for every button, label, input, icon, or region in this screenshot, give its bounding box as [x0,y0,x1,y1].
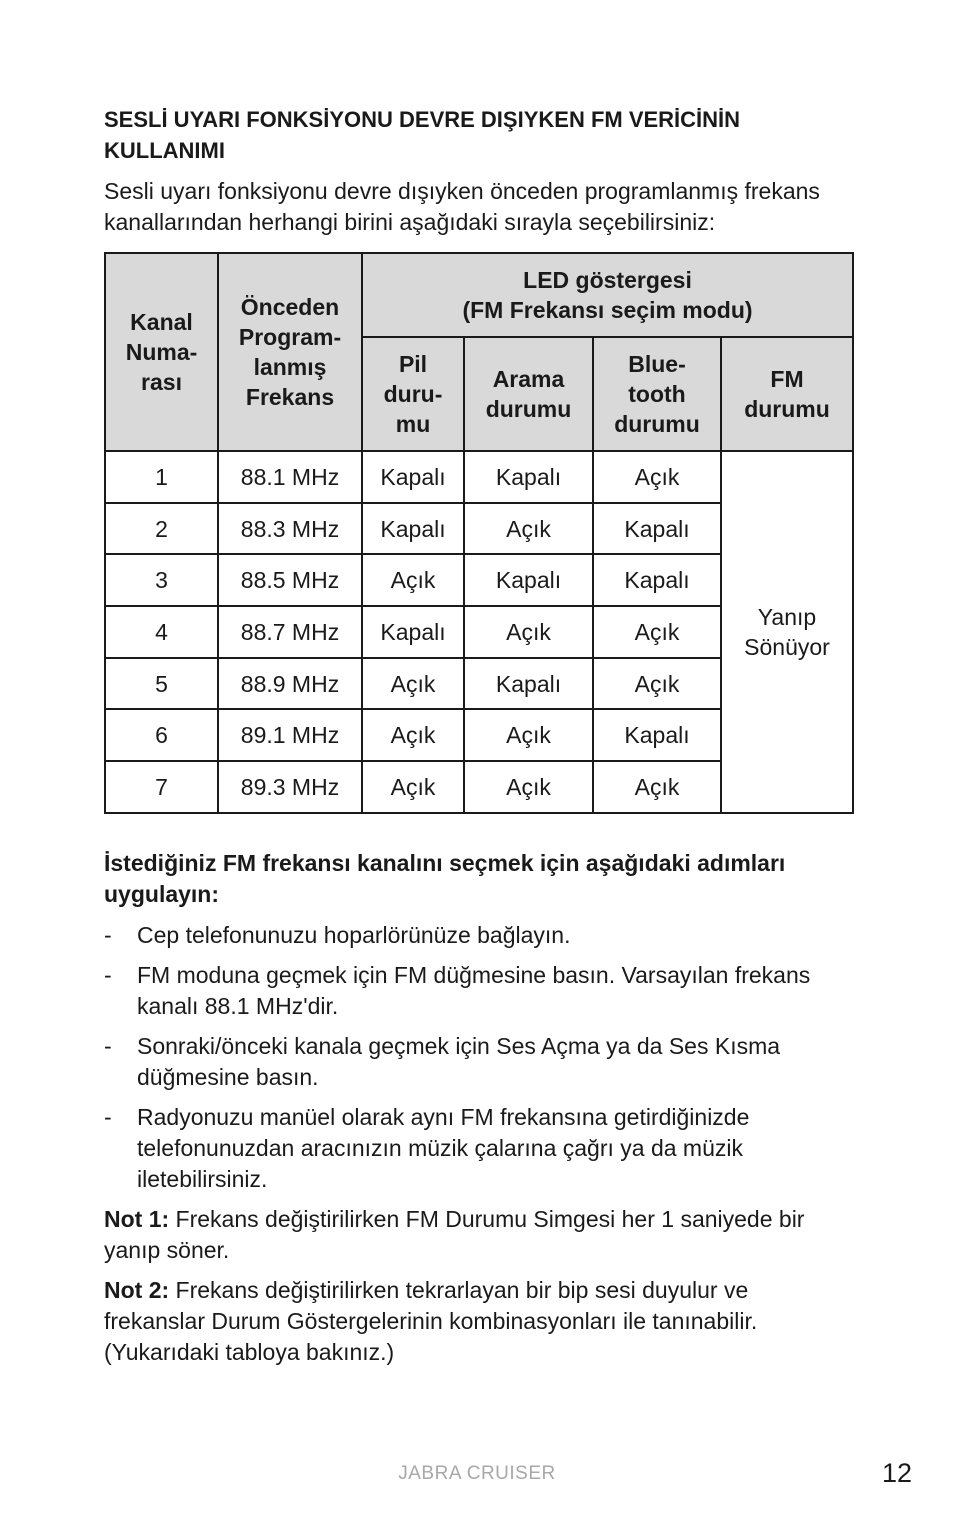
list-dash: - [104,921,112,948]
cell-bluetooth: Kapalı [593,554,721,606]
cell-fm-merged: Yanıp Sönüyor [721,451,853,813]
cell-kanal: 2 [105,503,218,555]
steps-list [104,920,852,1195]
step-text: Radyonuzu manüel olarak aynı FM frekansına getirdiğinizde telefonunuzdan aracınızın müzik çalarına çağrı ya da müzik iletebilirsiniz. [137,1103,750,1192]
header-led-line1: LED göstergesi [523,267,692,293]
header-kanal: Kanal Numa- rası [105,253,218,451]
table-row [105,451,853,503]
cell-arama: Açık [464,709,593,761]
header-frekans: Önceden Program- lanmış Frekans [218,253,362,451]
cell-kanal: 1 [105,451,218,503]
header-led-line2: (FM Frekansı seçim modu) [462,297,753,323]
cell-bluetooth: Açık [593,761,721,813]
note-1 [104,1204,852,1266]
cell-bluetooth: Açık [593,451,721,503]
cell-arama: Açık [464,503,593,555]
footer-brand: JABRA CRUISER [398,1463,556,1484]
note-1-label: Not 1: [104,1205,170,1232]
page-number: 12 [881,1458,912,1488]
list-item [104,960,852,1022]
cell-frekans: 88.1 MHz [218,451,362,503]
cell-arama: Açık [464,606,593,658]
cell-bluetooth: Kapalı [593,503,721,555]
cell-arama: Kapalı [464,658,593,710]
header-bluetooth: Blue- tooth durumu [593,337,721,451]
header-arama: Arama durumu [464,337,593,451]
cell-frekans: 89.3 MHz [218,761,362,813]
note-2-label: Not 2: [104,1276,170,1303]
cell-kanal: 4 [105,606,218,658]
cell-frekans: 88.5 MHz [218,554,362,606]
cell-kanal: 7 [105,761,218,813]
cell-pil: Açık [362,554,464,606]
cell-frekans: 88.9 MHz [218,658,362,710]
note-2-text: Frekans değiştirilirken tekrarlayan bir bip sesi duyulur ve frekanslar Durum Göstergelerinin kombinasyonları ile tanınabilir. (Yukarıdaki tabloya bakınız.) [104,1276,758,1365]
header-fm: FM durumu [721,337,853,451]
cell-pil: Açık [362,761,464,813]
step-text: Sonraki/önceki kanala geçmek için Ses Açma ya da Ses Kısma düğmesine basın. [137,1032,781,1090]
cell-arama: Açık [464,761,593,813]
list-dash: - [104,961,112,988]
list-item [104,1031,852,1093]
cell-kanal: 6 [105,709,218,761]
cell-frekans: 88.7 MHz [218,606,362,658]
section-heading: SESLİ UYARI FONKSİYONU DEVRE DIŞIYKEN FM VERİCİNİN KULLANIMI [104,107,741,163]
cell-arama: Kapalı [464,451,593,503]
note-2 [104,1275,852,1368]
step-text: Cep telefonunuzu hoparlörünüze bağlayın. [137,921,571,948]
cell-pil: Kapalı [362,606,464,658]
cell-kanal: 5 [105,658,218,710]
cell-bluetooth: Açık [593,606,721,658]
list-dash: - [104,1103,112,1130]
step-text: FM moduna geçmek için FM düğmesine basın. Varsayılan frekans kanalı 88.1 MHz'dir. [137,961,811,1019]
steps-title: İstediğiniz FM frekansı kanalını seçmek için aşağıdaki adımları uygulayın: [104,849,786,907]
page-content [104,104,852,1377]
note-1-text: Frekans değiştirilirken FM Durumu Simgesi her 1 saniyede bir yanıp söner. [104,1205,805,1263]
cell-pil: Kapalı [362,503,464,555]
cell-pil: Açık [362,658,464,710]
channel-table [104,252,854,814]
cell-arama: Kapalı [464,554,593,606]
cell-pil: Kapalı [362,451,464,503]
cell-frekans: 88.3 MHz [218,503,362,555]
intro-paragraph: Sesli uyarı fonksiyonu devre dışıyken önceden programlanmış frekans kanallarından herhangi birini aşağıdaki sırayla seçebilirsiniz: [104,178,820,235]
list-item [104,920,852,951]
list-item [104,1102,852,1195]
cell-pil: Açık [362,709,464,761]
cell-bluetooth: Kapalı [593,709,721,761]
list-dash: - [104,1032,112,1059]
cell-bluetooth: Açık [593,658,721,710]
cell-kanal: 3 [105,554,218,606]
header-led [362,253,853,337]
header-pil: Pil duru- mu [362,337,464,451]
cell-frekans: 89.1 MHz [218,709,362,761]
